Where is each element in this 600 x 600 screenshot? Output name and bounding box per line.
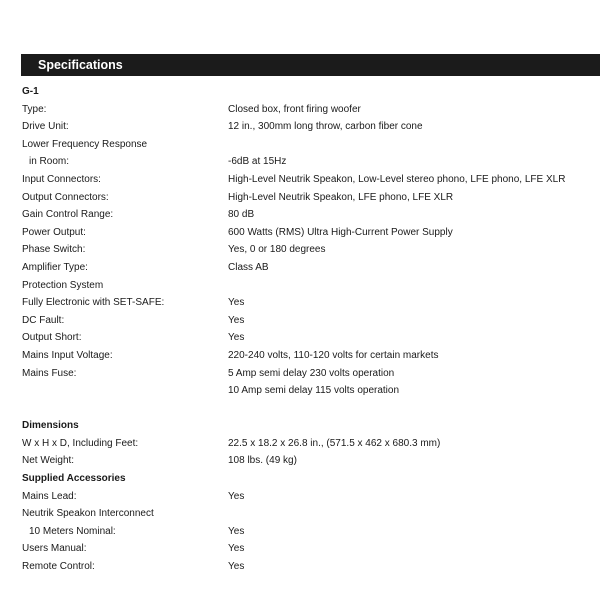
spec-row xyxy=(22,224,582,242)
spec-row xyxy=(22,118,582,136)
spec-value: 10 Amp semi delay 115 volts operation xyxy=(228,385,400,397)
spec-row xyxy=(22,505,582,523)
spec-row xyxy=(22,189,582,207)
section-heading-row xyxy=(22,417,582,435)
spacer-row xyxy=(22,400,582,418)
spec-value: Yes, 0 or 180 degrees xyxy=(228,244,326,256)
spec-label: Mains Fuse: xyxy=(22,367,77,379)
spec-value: 220-240 volts, 110-120 volts for certain markets xyxy=(228,349,439,361)
spec-value: 80 dB xyxy=(228,209,255,221)
spec-value: 22.5 x 18.2 x 26.8 in., (571.5 x 462 x 680.3 mm) xyxy=(228,437,441,449)
spec-value: 12 in., 300mm long throw, carbon fiber cone xyxy=(228,121,423,133)
spec-label: W x H x D, Including Feet: xyxy=(22,437,139,449)
spec-value: High-Level Neutrik Speakon, LFE phono, LFE XLR xyxy=(228,191,454,203)
spec-label: Users Manual: xyxy=(22,543,87,555)
spec-value: -6dB at 15Hz xyxy=(228,156,287,168)
spec-row xyxy=(22,435,582,453)
section-heading-row xyxy=(22,83,582,101)
spec-label: Protection System xyxy=(22,279,104,291)
spec-row xyxy=(22,382,582,400)
spec-value: 108 lbs. (49 kg) xyxy=(228,455,297,467)
spec-label: 10 Meters Nominal: xyxy=(29,525,116,537)
spec-value: Closed box, front firing woofer xyxy=(228,103,361,115)
spec-row xyxy=(22,136,582,154)
spec-row xyxy=(22,452,582,470)
spec-label: Lower Frequency Response xyxy=(22,138,148,150)
spec-label: Type: xyxy=(22,103,47,115)
spec-value: Yes xyxy=(228,332,245,344)
page-title: Specifications xyxy=(38,58,123,72)
spec-value: 600 Watts (RMS) Ultra High-Current Power Supply xyxy=(228,226,453,238)
spec-value: High-Level Neutrik Speakon, Low-Level stereo phono, LFE phono, LFE XLR xyxy=(228,173,566,185)
section-heading: Dimensions xyxy=(22,420,79,432)
spec-row xyxy=(22,153,582,171)
spec-value: Class AB xyxy=(228,261,269,273)
spec-row xyxy=(22,171,582,189)
spec-value: Yes xyxy=(228,525,245,537)
spec-label: Fully Electronic with SET-SAFE: xyxy=(22,297,165,309)
spec-label: Drive Unit: xyxy=(22,121,69,133)
spec-label: DC Fault: xyxy=(22,314,65,326)
spec-label: Mains Input Voltage: xyxy=(22,349,113,361)
spec-row xyxy=(22,259,582,277)
spec-label: Output Connectors: xyxy=(22,191,109,203)
spec-value: Yes xyxy=(228,490,245,502)
spec-label: Gain Control Range: xyxy=(22,209,114,221)
spec-row xyxy=(22,365,582,383)
spec-label: in Room: xyxy=(29,156,70,168)
spec-label: Mains Lead: xyxy=(22,490,77,502)
spec-label: Power Output: xyxy=(22,226,86,238)
spec-row xyxy=(22,312,582,330)
section-heading: Supplied Accessories xyxy=(22,473,126,485)
spec-label: Amplifier Type: xyxy=(22,261,88,273)
spec-row xyxy=(22,329,582,347)
spec-value: Yes xyxy=(228,314,245,326)
spec-row xyxy=(22,101,582,119)
spec-value: Yes xyxy=(228,543,245,555)
spec-label: Output Short: xyxy=(22,332,82,344)
spec-label: Net Weight: xyxy=(22,455,75,467)
spec-value: Yes xyxy=(228,561,245,573)
spec-value: Yes xyxy=(228,297,245,309)
spec-row xyxy=(22,558,582,576)
section-heading: G-1 xyxy=(22,86,39,97)
spec-row xyxy=(22,488,582,506)
spec-label: Remote Control: xyxy=(22,561,95,573)
spec-label: Neutrik Speakon Interconnect xyxy=(22,508,154,520)
spec-row xyxy=(22,540,582,558)
specifications-header-bar xyxy=(21,54,600,76)
spec-row xyxy=(22,294,582,312)
spec-row xyxy=(22,523,582,541)
spec-label: Input Connectors: xyxy=(22,173,101,185)
spec-table xyxy=(22,83,582,576)
spec-row xyxy=(22,241,582,259)
spec-row xyxy=(22,347,582,365)
spec-label: Phase Switch: xyxy=(22,244,86,256)
spec-row xyxy=(22,277,582,295)
spec-row xyxy=(22,206,582,224)
spec-value: 5 Amp semi delay 230 volts operation xyxy=(228,367,395,379)
section-heading-row xyxy=(22,470,582,488)
